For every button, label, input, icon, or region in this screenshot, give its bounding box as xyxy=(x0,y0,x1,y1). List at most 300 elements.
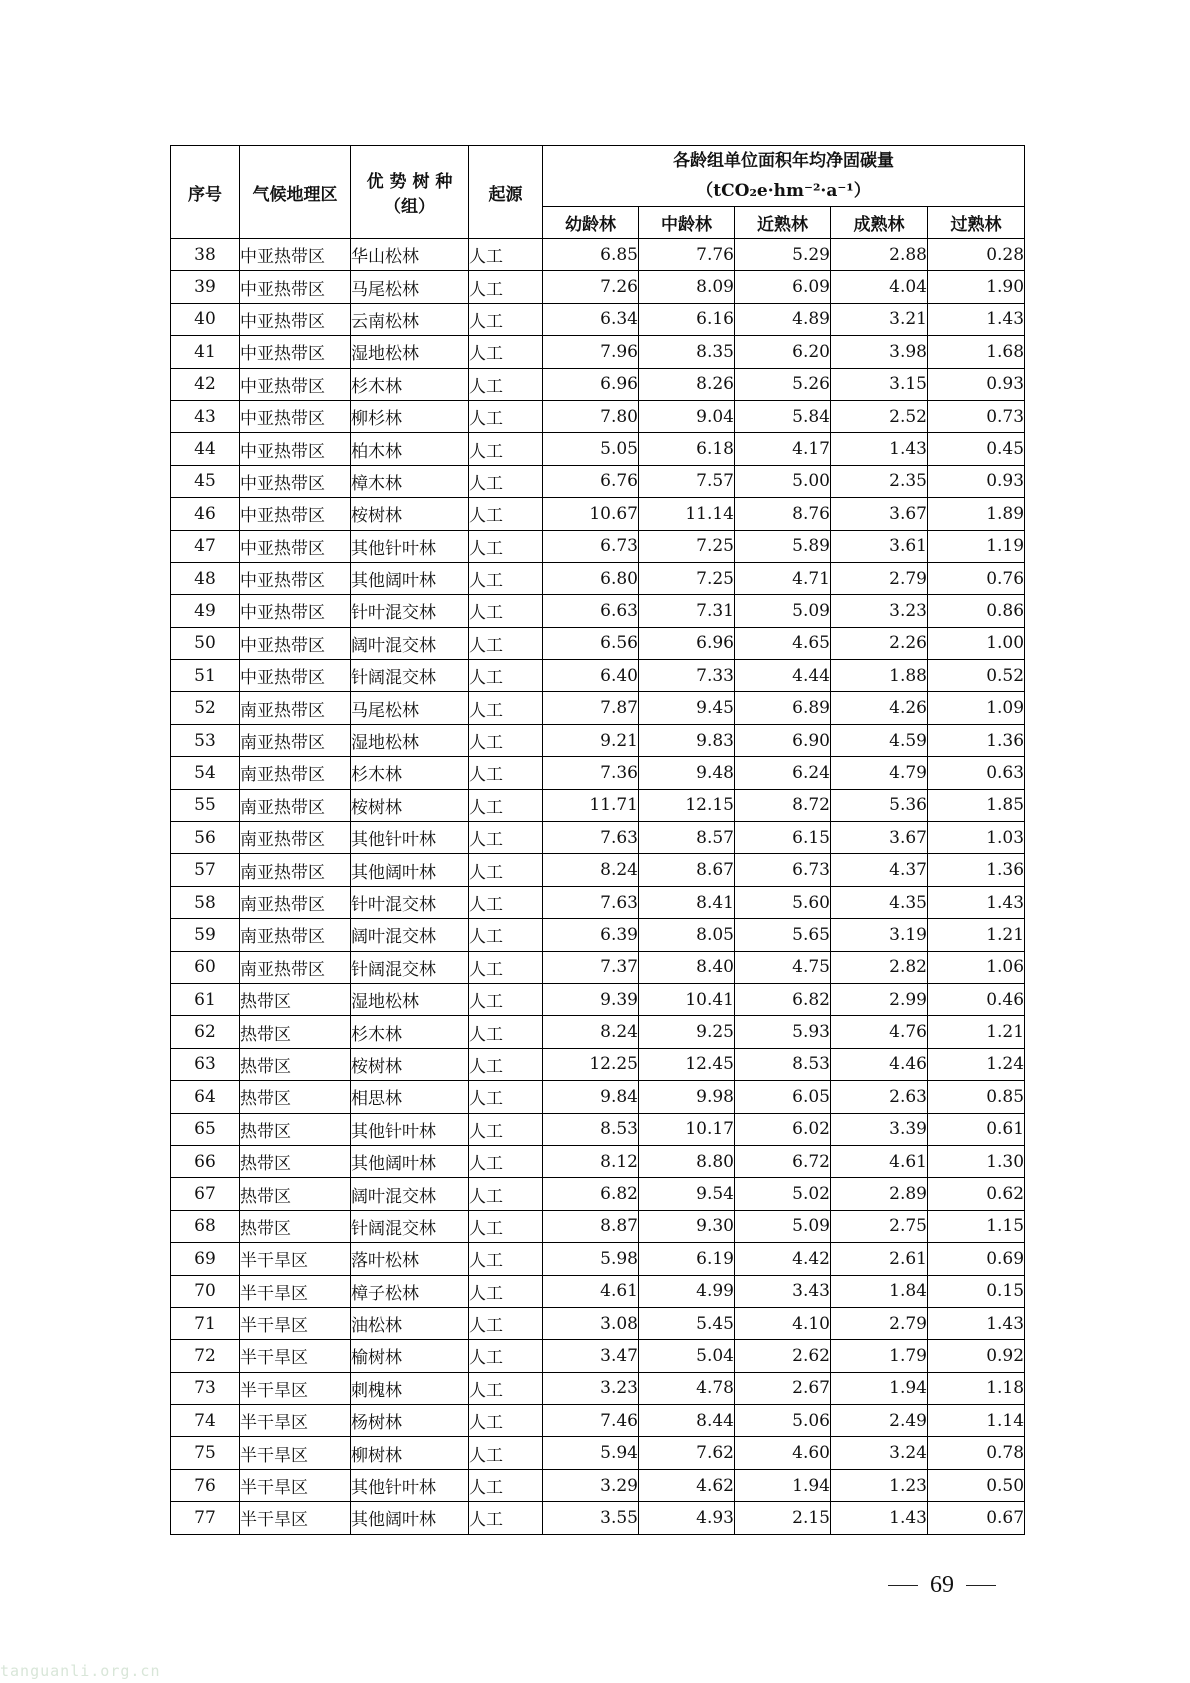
cell-over-mature: 0.67 xyxy=(928,1502,1025,1534)
cell-near-mature: 4.42 xyxy=(735,1243,831,1275)
cell-zone: 中亚热带区 xyxy=(240,595,351,627)
cell-zone: 南亚热带区 xyxy=(240,724,351,756)
cell-zone: 南亚热带区 xyxy=(240,951,351,983)
cell-near-mature: 2.15 xyxy=(735,1502,831,1534)
cell-mature: 4.46 xyxy=(831,1048,928,1080)
cell-seq: 52 xyxy=(171,692,240,724)
cell-mature: 3.67 xyxy=(831,822,928,854)
cell-origin: 人工 xyxy=(469,530,543,562)
cell-over-mature: 1.21 xyxy=(928,919,1025,951)
cell-seq: 62 xyxy=(171,1016,240,1048)
cell-zone: 中亚热带区 xyxy=(240,660,351,692)
cell-seq: 51 xyxy=(171,660,240,692)
cell-over-mature: 0.28 xyxy=(928,239,1025,271)
cell-over-mature: 1.36 xyxy=(928,854,1025,886)
table-row xyxy=(171,1048,1025,1080)
cell-zone: 中亚热带区 xyxy=(240,433,351,465)
cell-origin: 人工 xyxy=(469,1016,543,1048)
cell-mature: 4.26 xyxy=(831,692,928,724)
header-species xyxy=(351,146,469,239)
cell-over-mature: 1.06 xyxy=(928,951,1025,983)
cell-mature: 2.82 xyxy=(831,951,928,983)
cell-seq: 70 xyxy=(171,1275,240,1307)
cell-seq: 46 xyxy=(171,498,240,530)
cell-species: 湿地松林 xyxy=(351,983,469,1015)
cell-zone: 中亚热带区 xyxy=(240,271,351,303)
cell-near-mature: 5.84 xyxy=(735,400,831,432)
table-row xyxy=(171,1016,1025,1048)
cell-middle: 8.44 xyxy=(639,1405,735,1437)
cell-near-mature: 2.62 xyxy=(735,1340,831,1372)
cell-near-mature: 1.94 xyxy=(735,1469,831,1501)
watermark: tanguanli.org.cn xyxy=(0,1662,161,1680)
cell-mature: 4.59 xyxy=(831,724,928,756)
cell-mature: 1.88 xyxy=(831,660,928,692)
header-species-line2: （组） xyxy=(384,197,435,217)
cell-near-mature: 5.65 xyxy=(735,919,831,951)
cell-seq: 40 xyxy=(171,303,240,335)
table-row xyxy=(171,433,1025,465)
cell-young: 7.96 xyxy=(543,336,639,368)
cell-seq: 58 xyxy=(171,886,240,918)
cell-middle: 9.54 xyxy=(639,1178,735,1210)
cell-near-mature: 4.44 xyxy=(735,660,831,692)
cell-middle: 4.93 xyxy=(639,1502,735,1534)
cell-origin: 人工 xyxy=(469,1145,543,1177)
cell-young: 6.82 xyxy=(543,1178,639,1210)
cell-over-mature: 1.43 xyxy=(928,303,1025,335)
cell-origin: 人工 xyxy=(469,1340,543,1372)
cell-origin: 人工 xyxy=(469,1275,543,1307)
cell-middle: 9.48 xyxy=(639,757,735,789)
header-rate xyxy=(543,146,1025,207)
cell-middle: 8.57 xyxy=(639,822,735,854)
cell-seq: 59 xyxy=(171,919,240,951)
cell-over-mature: 0.15 xyxy=(928,1275,1025,1307)
table-row xyxy=(171,368,1025,400)
cell-young: 3.55 xyxy=(543,1502,639,1534)
cell-origin: 人工 xyxy=(469,1113,543,1145)
cell-zone: 中亚热带区 xyxy=(240,336,351,368)
cell-near-mature: 6.02 xyxy=(735,1113,831,1145)
cell-species: 刺槐林 xyxy=(351,1372,469,1404)
cell-seq: 64 xyxy=(171,1081,240,1113)
cell-species: 阔叶混交林 xyxy=(351,627,469,659)
cell-seq: 66 xyxy=(171,1145,240,1177)
table-row xyxy=(171,1372,1025,1404)
cell-young: 6.80 xyxy=(543,562,639,594)
cell-mature: 1.84 xyxy=(831,1275,928,1307)
table-row xyxy=(171,660,1025,692)
cell-mature: 3.61 xyxy=(831,530,928,562)
table-row xyxy=(171,1210,1025,1242)
cell-young: 9.39 xyxy=(543,983,639,1015)
cell-origin: 人工 xyxy=(469,400,543,432)
cell-origin: 人工 xyxy=(469,1048,543,1080)
cell-mature: 2.89 xyxy=(831,1178,928,1210)
table-row xyxy=(171,271,1025,303)
header-origin: 起源 xyxy=(469,146,543,239)
cell-origin: 人工 xyxy=(469,757,543,789)
cell-mature: 4.04 xyxy=(831,271,928,303)
cell-origin: 人工 xyxy=(469,303,543,335)
cell-seq: 76 xyxy=(171,1469,240,1501)
cell-middle: 9.04 xyxy=(639,400,735,432)
cell-mature: 4.61 xyxy=(831,1145,928,1177)
cell-zone: 半干旱区 xyxy=(240,1372,351,1404)
cell-middle: 7.33 xyxy=(639,660,735,692)
cell-origin: 人工 xyxy=(469,465,543,497)
cell-origin: 人工 xyxy=(469,336,543,368)
cell-middle: 10.17 xyxy=(639,1113,735,1145)
cell-origin: 人工 xyxy=(469,433,543,465)
cell-species: 针叶混交林 xyxy=(351,886,469,918)
cell-seq: 72 xyxy=(171,1340,240,1372)
table-row xyxy=(171,1469,1025,1501)
cell-seq: 55 xyxy=(171,789,240,821)
cell-species: 杨树林 xyxy=(351,1405,469,1437)
cell-near-mature: 4.71 xyxy=(735,562,831,594)
table-row xyxy=(171,336,1025,368)
cell-mature: 3.98 xyxy=(831,336,928,368)
cell-species: 阔叶混交林 xyxy=(351,919,469,951)
cell-mature: 4.79 xyxy=(831,757,928,789)
cell-origin: 人工 xyxy=(469,886,543,918)
cell-zone: 南亚热带区 xyxy=(240,757,351,789)
cell-mature: 4.35 xyxy=(831,886,928,918)
cell-seq: 68 xyxy=(171,1210,240,1242)
cell-species: 油松林 xyxy=(351,1307,469,1339)
cell-young: 4.61 xyxy=(543,1275,639,1307)
cell-over-mature: 1.03 xyxy=(928,822,1025,854)
cell-near-mature: 6.20 xyxy=(735,336,831,368)
cell-mature: 3.21 xyxy=(831,303,928,335)
cell-middle: 8.26 xyxy=(639,368,735,400)
cell-mature: 2.26 xyxy=(831,627,928,659)
cell-seq: 60 xyxy=(171,951,240,983)
cell-species: 桉树林 xyxy=(351,1048,469,1080)
cell-near-mature: 2.67 xyxy=(735,1372,831,1404)
cell-over-mature: 1.89 xyxy=(928,498,1025,530)
cell-over-mature: 0.73 xyxy=(928,400,1025,432)
cell-species: 其他阔叶林 xyxy=(351,1502,469,1534)
cell-origin: 人工 xyxy=(469,1469,543,1501)
cell-near-mature: 6.90 xyxy=(735,724,831,756)
cell-mature: 3.19 xyxy=(831,919,928,951)
cell-young: 5.05 xyxy=(543,433,639,465)
cell-species: 阔叶混交林 xyxy=(351,1178,469,1210)
cell-origin: 人工 xyxy=(469,1372,543,1404)
cell-near-mature: 5.29 xyxy=(735,239,831,271)
cell-zone: 热带区 xyxy=(240,1178,351,1210)
cell-over-mature: 1.19 xyxy=(928,530,1025,562)
cell-over-mature: 1.30 xyxy=(928,1145,1025,1177)
cell-over-mature: 0.46 xyxy=(928,983,1025,1015)
cell-species: 其他针叶林 xyxy=(351,1113,469,1145)
table-row xyxy=(171,498,1025,530)
cell-over-mature: 0.93 xyxy=(928,368,1025,400)
cell-young: 3.08 xyxy=(543,1307,639,1339)
cell-middle: 8.09 xyxy=(639,271,735,303)
cell-over-mature: 0.86 xyxy=(928,595,1025,627)
cell-species: 落叶松林 xyxy=(351,1243,469,1275)
cell-mature: 1.79 xyxy=(831,1340,928,1372)
cell-zone: 中亚热带区 xyxy=(240,368,351,400)
cell-mature: 2.63 xyxy=(831,1081,928,1113)
cell-near-mature: 6.82 xyxy=(735,983,831,1015)
table-body xyxy=(171,239,1025,1535)
table-row xyxy=(171,724,1025,756)
header-age-young: 幼龄林 xyxy=(543,207,639,239)
cell-seq: 74 xyxy=(171,1405,240,1437)
cell-seq: 73 xyxy=(171,1372,240,1404)
cell-middle: 7.25 xyxy=(639,562,735,594)
cell-zone: 热带区 xyxy=(240,1113,351,1145)
cell-zone: 半干旱区 xyxy=(240,1469,351,1501)
cell-zone: 中亚热带区 xyxy=(240,530,351,562)
cell-species: 云南松林 xyxy=(351,303,469,335)
cell-over-mature: 1.14 xyxy=(928,1405,1025,1437)
cell-zone: 中亚热带区 xyxy=(240,400,351,432)
cell-middle: 5.45 xyxy=(639,1307,735,1339)
cell-species: 其他阔叶林 xyxy=(351,854,469,886)
cell-near-mature: 8.72 xyxy=(735,789,831,821)
cell-species: 柳杉林 xyxy=(351,400,469,432)
cell-origin: 人工 xyxy=(469,854,543,886)
page-number-text: 69 xyxy=(930,1572,954,1598)
cell-middle: 9.83 xyxy=(639,724,735,756)
cell-middle: 8.05 xyxy=(639,919,735,951)
cell-species: 桉树林 xyxy=(351,789,469,821)
table-row xyxy=(171,1340,1025,1372)
cell-over-mature: 1.68 xyxy=(928,336,1025,368)
cell-over-mature: 0.52 xyxy=(928,660,1025,692)
cell-species: 其他针叶林 xyxy=(351,822,469,854)
cell-young: 7.63 xyxy=(543,822,639,854)
cell-origin: 人工 xyxy=(469,1437,543,1469)
cell-zone: 热带区 xyxy=(240,983,351,1015)
cell-near-mature: 3.43 xyxy=(735,1275,831,1307)
header-zone: 气候地理区 xyxy=(240,146,351,239)
cell-zone: 中亚热带区 xyxy=(240,465,351,497)
cell-zone: 中亚热带区 xyxy=(240,239,351,271)
cell-seq: 47 xyxy=(171,530,240,562)
cell-near-mature: 4.75 xyxy=(735,951,831,983)
table-row xyxy=(171,854,1025,886)
table-row xyxy=(171,1307,1025,1339)
cell-seq: 45 xyxy=(171,465,240,497)
cell-young: 8.12 xyxy=(543,1145,639,1177)
header-rate-title: 各龄组单位面积年均净固碳量 xyxy=(673,151,895,171)
cell-young: 11.71 xyxy=(543,789,639,821)
header-rate-unit: （tCO₂e·hm⁻²·a⁻¹） xyxy=(696,181,871,201)
cell-middle: 4.78 xyxy=(639,1372,735,1404)
cell-middle: 7.76 xyxy=(639,239,735,271)
cell-mature: 3.24 xyxy=(831,1437,928,1469)
cell-seq: 49 xyxy=(171,595,240,627)
cell-zone: 热带区 xyxy=(240,1016,351,1048)
cell-mature: 4.37 xyxy=(831,854,928,886)
cell-seq: 75 xyxy=(171,1437,240,1469)
header-age-over-mature: 过熟林 xyxy=(928,207,1025,239)
table-row xyxy=(171,1405,1025,1437)
cell-mature: 5.36 xyxy=(831,789,928,821)
cell-zone: 半干旱区 xyxy=(240,1307,351,1339)
cell-near-mature: 5.00 xyxy=(735,465,831,497)
cell-near-mature: 4.89 xyxy=(735,303,831,335)
cell-young: 7.36 xyxy=(543,757,639,789)
cell-origin: 人工 xyxy=(469,1502,543,1534)
cell-young: 7.46 xyxy=(543,1405,639,1437)
cell-young: 6.96 xyxy=(543,368,639,400)
cell-middle: 9.25 xyxy=(639,1016,735,1048)
cell-middle: 8.67 xyxy=(639,854,735,886)
cell-species: 杉木林 xyxy=(351,757,469,789)
cell-mature: 1.23 xyxy=(831,1469,928,1501)
cell-over-mature: 0.78 xyxy=(928,1437,1025,1469)
cell-over-mature: 1.85 xyxy=(928,789,1025,821)
cell-species: 华山松林 xyxy=(351,239,469,271)
table-row xyxy=(171,692,1025,724)
cell-near-mature: 5.09 xyxy=(735,595,831,627)
cell-zone: 半干旱区 xyxy=(240,1275,351,1307)
cell-over-mature: 1.09 xyxy=(928,692,1025,724)
cell-species: 针叶混交林 xyxy=(351,595,469,627)
cell-near-mature: 5.26 xyxy=(735,368,831,400)
cell-origin: 人工 xyxy=(469,562,543,594)
cell-middle: 9.45 xyxy=(639,692,735,724)
cell-origin: 人工 xyxy=(469,1307,543,1339)
cell-over-mature: 1.21 xyxy=(928,1016,1025,1048)
cell-middle: 8.41 xyxy=(639,886,735,918)
cell-species: 樟木林 xyxy=(351,465,469,497)
cell-young: 8.24 xyxy=(543,1016,639,1048)
cell-young: 8.53 xyxy=(543,1113,639,1145)
cell-over-mature: 1.90 xyxy=(928,271,1025,303)
cell-mature: 2.79 xyxy=(831,1307,928,1339)
cell-over-mature: 0.85 xyxy=(928,1081,1025,1113)
cell-young: 3.23 xyxy=(543,1372,639,1404)
header-species-line1: 优 势 树 种 xyxy=(366,172,453,192)
cell-middle: 7.57 xyxy=(639,465,735,497)
cell-zone: 南亚热带区 xyxy=(240,919,351,951)
cell-near-mature: 4.17 xyxy=(735,433,831,465)
cell-mature: 3.23 xyxy=(831,595,928,627)
table-row xyxy=(171,627,1025,659)
cell-over-mature: 0.45 xyxy=(928,433,1025,465)
cell-species: 湿地松林 xyxy=(351,724,469,756)
cell-seq: 65 xyxy=(171,1113,240,1145)
cell-young: 7.87 xyxy=(543,692,639,724)
cell-zone: 南亚热带区 xyxy=(240,854,351,886)
cell-origin: 人工 xyxy=(469,368,543,400)
table-row xyxy=(171,562,1025,594)
cell-young: 7.37 xyxy=(543,951,639,983)
cell-young: 8.87 xyxy=(543,1210,639,1242)
cell-near-mature: 6.89 xyxy=(735,692,831,724)
header-age-near-mature: 近熟林 xyxy=(735,207,831,239)
cell-origin: 人工 xyxy=(469,1081,543,1113)
cell-near-mature: 5.60 xyxy=(735,886,831,918)
cell-species: 针阔混交林 xyxy=(351,1210,469,1242)
cell-near-mature: 6.24 xyxy=(735,757,831,789)
table-row xyxy=(171,789,1025,821)
cell-zone: 南亚热带区 xyxy=(240,692,351,724)
cell-seq: 48 xyxy=(171,562,240,594)
cell-species: 马尾松林 xyxy=(351,271,469,303)
cell-middle: 7.62 xyxy=(639,1437,735,1469)
cell-young: 10.67 xyxy=(543,498,639,530)
cell-origin: 人工 xyxy=(469,627,543,659)
cell-mature: 2.61 xyxy=(831,1243,928,1275)
cell-species: 桉树林 xyxy=(351,498,469,530)
cell-species: 湿地松林 xyxy=(351,336,469,368)
cell-seq: 56 xyxy=(171,822,240,854)
table-row xyxy=(171,595,1025,627)
cell-young: 6.73 xyxy=(543,530,639,562)
table-row xyxy=(171,530,1025,562)
cell-near-mature: 6.15 xyxy=(735,822,831,854)
cell-middle: 8.80 xyxy=(639,1145,735,1177)
table-row xyxy=(171,465,1025,497)
cell-young: 5.94 xyxy=(543,1437,639,1469)
cell-origin: 人工 xyxy=(469,271,543,303)
cell-near-mature: 6.09 xyxy=(735,271,831,303)
cell-middle: 8.35 xyxy=(639,336,735,368)
cell-species: 马尾松林 xyxy=(351,692,469,724)
cell-middle: 6.16 xyxy=(639,303,735,335)
cell-mature: 2.79 xyxy=(831,562,928,594)
table-row xyxy=(171,1145,1025,1177)
cell-near-mature: 5.02 xyxy=(735,1178,831,1210)
page-dash-left xyxy=(888,1585,918,1586)
cell-seq: 67 xyxy=(171,1178,240,1210)
cell-over-mature: 1.43 xyxy=(928,886,1025,918)
cell-middle: 7.31 xyxy=(639,595,735,627)
cell-over-mature: 1.15 xyxy=(928,1210,1025,1242)
cell-middle: 6.19 xyxy=(639,1243,735,1275)
header-age-mature: 成熟林 xyxy=(831,207,928,239)
cell-seq: 71 xyxy=(171,1307,240,1339)
cell-origin: 人工 xyxy=(469,724,543,756)
cell-young: 6.63 xyxy=(543,595,639,627)
cell-young: 6.34 xyxy=(543,303,639,335)
cell-young: 9.21 xyxy=(543,724,639,756)
table-row xyxy=(171,919,1025,951)
cell-middle: 9.30 xyxy=(639,1210,735,1242)
cell-origin: 人工 xyxy=(469,919,543,951)
cell-seq: 43 xyxy=(171,400,240,432)
cell-over-mature: 0.63 xyxy=(928,757,1025,789)
cell-near-mature: 6.72 xyxy=(735,1145,831,1177)
cell-near-mature: 8.53 xyxy=(735,1048,831,1080)
cell-over-mature: 1.36 xyxy=(928,724,1025,756)
cell-middle: 12.45 xyxy=(639,1048,735,1080)
table-row xyxy=(171,983,1025,1015)
cell-seq: 42 xyxy=(171,368,240,400)
cell-near-mature: 5.09 xyxy=(735,1210,831,1242)
cell-near-mature: 4.65 xyxy=(735,627,831,659)
cell-young: 12.25 xyxy=(543,1048,639,1080)
cell-zone: 热带区 xyxy=(240,1048,351,1080)
cell-near-mature: 5.06 xyxy=(735,1405,831,1437)
table-row xyxy=(171,886,1025,918)
page-number xyxy=(888,1572,1018,1599)
cell-young: 6.39 xyxy=(543,919,639,951)
cell-origin: 人工 xyxy=(469,983,543,1015)
cell-mature: 4.76 xyxy=(831,1016,928,1048)
cell-young: 6.85 xyxy=(543,239,639,271)
